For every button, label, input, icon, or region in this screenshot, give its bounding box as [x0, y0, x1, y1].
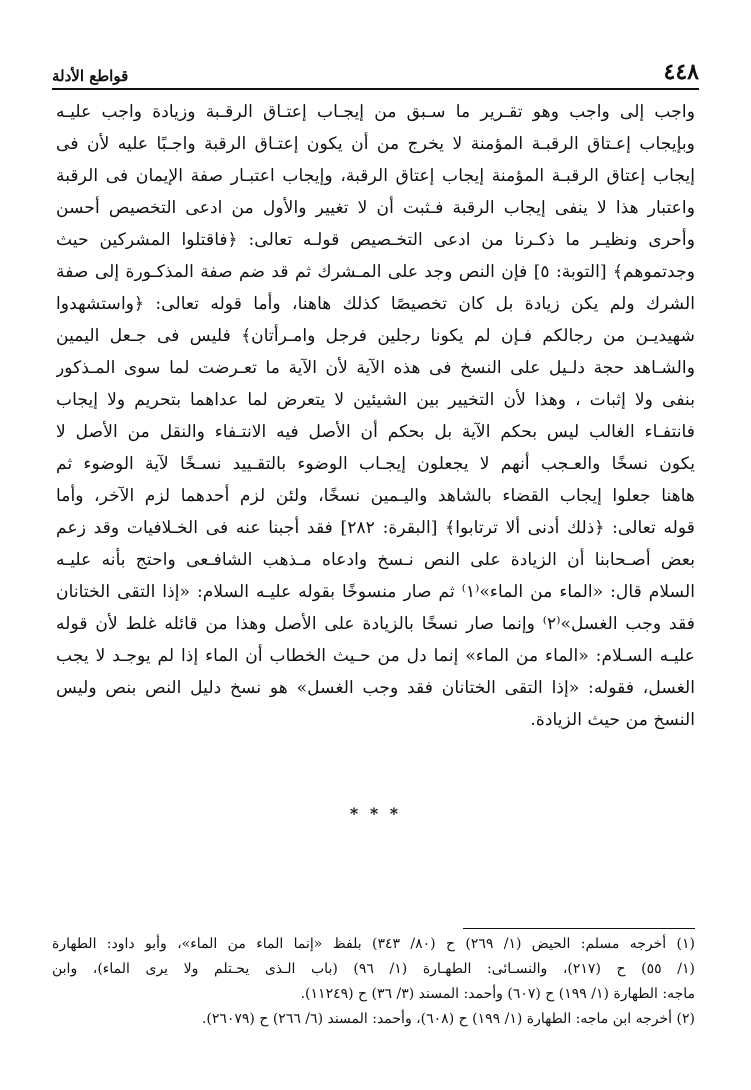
- text-line: شهيديـن من رجالكم فـإن لم يكونا رجلين فرجل وامـرأتان﴾ فليس فى جـعل اليمين: [56, 326, 695, 346]
- footnote-divider: [463, 928, 695, 929]
- text-line: فانتفـاء الغالب ليس بحكم الآية بل بحكم أن الأصل فيه الانتـفاء والنقل من الأصل لا: [56, 422, 695, 442]
- text-line: يكون نسخًا والعـجب أنهم لا يجعلون إيجـاب الوضوء بالتقـييد نسـخًا لآية الوضوء ثم: [56, 454, 695, 474]
- footnote-line: (١) أخرجه مسلم: الحيض (١/ ٢٦٩) ح (٨٠/ ٣٤٣) بلفظ «إنما الماء من الماء»، وأبو داود: الطهارة: [52, 936, 695, 952]
- text-line: وبإيجاب إعـتاق الرقبـة المؤمنة لا يخرج من أن يكون إعتـاق الرقبة واجـبًا عليه لأن فى: [56, 134, 695, 154]
- text-line: إيجاب إعتاق الرقبـة المؤمنة إيجاب إعتاق الرقبة، وإيجاب اعتبـار صفة الإيمان فى الرقبة: [56, 166, 695, 186]
- text-line: الغسل، فقوله: «إذا التقى الختانان فقد وجب الغسل» هو نسخ دليل النص بنص وليس: [56, 678, 695, 698]
- text-line: عليـه السـلام: «الماء من الماء» إنما دل من حـيث الخطاب أن الماء إذا لم يوجـد لا يجب: [56, 646, 695, 666]
- text-line: بنفى ولا إثبات ، وهذا لأن التخيير بين الشيئين لا يتعرض لما عداهما بتحريم ولا إيجاب: [56, 390, 695, 410]
- footnote-line: (١/ ٥٥) ح (٢١٧)، والنسـائى: الطهـارة (١/ ٩٦) (باب الـذى يحـتلم ولا يرى الماء)، وابن: [52, 961, 695, 977]
- page-header: [52, 58, 699, 90]
- footnotes: [52, 932, 695, 1032]
- section-separator: * * *: [349, 804, 402, 823]
- footnote-line: ماجه: الطهارة (١/ ١٩٩) ح (٦٠٧) وأحمد: المسند (٣/ ٣٦) ح (١١٢٤٩).: [300, 986, 695, 1002]
- text-line: قوله تعالى: ﴿ذلك أدنى ألا ترتابوا﴾ [البقرة: ٢٨٢] فقد أجبنا عنه فى الخـلافيات وقد زعم: [56, 518, 695, 538]
- text-line: النسخ من حيث الزيادة.: [530, 710, 695, 730]
- page-number: ٤٤٨: [663, 59, 699, 85]
- footnote-line: (٢) أخرجه ابن ماجه: الطهارة (١/ ١٩٩) ح (٦٠٨)، وأحمد: المسند (٦/ ٢٦٦) ح (٢٦٠٧٩).: [201, 1011, 695, 1027]
- text-line: واجب إلى واجب وهو تقـرير ما سـبق من إيجـاب إعتـاق الرقـبة وزيادة واجب عليـه: [56, 102, 695, 122]
- text-line: السلام قال: «الماء من الماء»⁽١⁾ ثم صار منسوخًا بقوله عليـه السلام: «إذا التقى الختانان: [56, 582, 695, 602]
- text-line: الشرك ولم يكن زيادة بل كان تخصيصًا كذلك هاهنا، وأما قوله تعالى: ﴿واستشهدوا: [56, 294, 695, 314]
- text-line: هاهنا جعلوا إيجاب القضاء بالشاهد واليـمين نسخًا، ولئن لزم أحدهما لزم الآخر، وأما: [56, 486, 695, 506]
- text-line: والشـاهد حجة دلـيل على النسخ فى هذه الآية لأن الآية ما تعـرضت لما سوى المـذكور: [56, 358, 695, 378]
- running-title: قواطع الأدلة: [52, 67, 129, 85]
- text-line: بعض أصـحابنا أن الزيادة على النص نـسخ وادعاه مـذهب الشافـعى واحتج بأنه عليـه: [56, 550, 695, 570]
- main-text: [56, 96, 695, 736]
- text-line: وأحرى ونظيـر ما ذكـرنا من ادعى التخـصيص قولـه تعالى: ﴿فاقتلوا المشركين حيث: [56, 230, 695, 250]
- text-line: واعتبار هذا لا ينفى إيجاب الرقبة فـثبت أن لا تغيير والأول من ادعى التخصيص أحسن: [56, 198, 695, 218]
- text-line: فقد وجب الغسل»⁽٢⁾ وإنما صار نسخًا بالزيادة على الأصل وهذا من قائله غلط لأن قوله: [56, 614, 695, 634]
- text-line: وجدتموهم﴾ [التوبة: ٥] فإن النص وجد على المـشرك ثم قد ضم صفة المذكـورة إلى صفة: [56, 262, 695, 282]
